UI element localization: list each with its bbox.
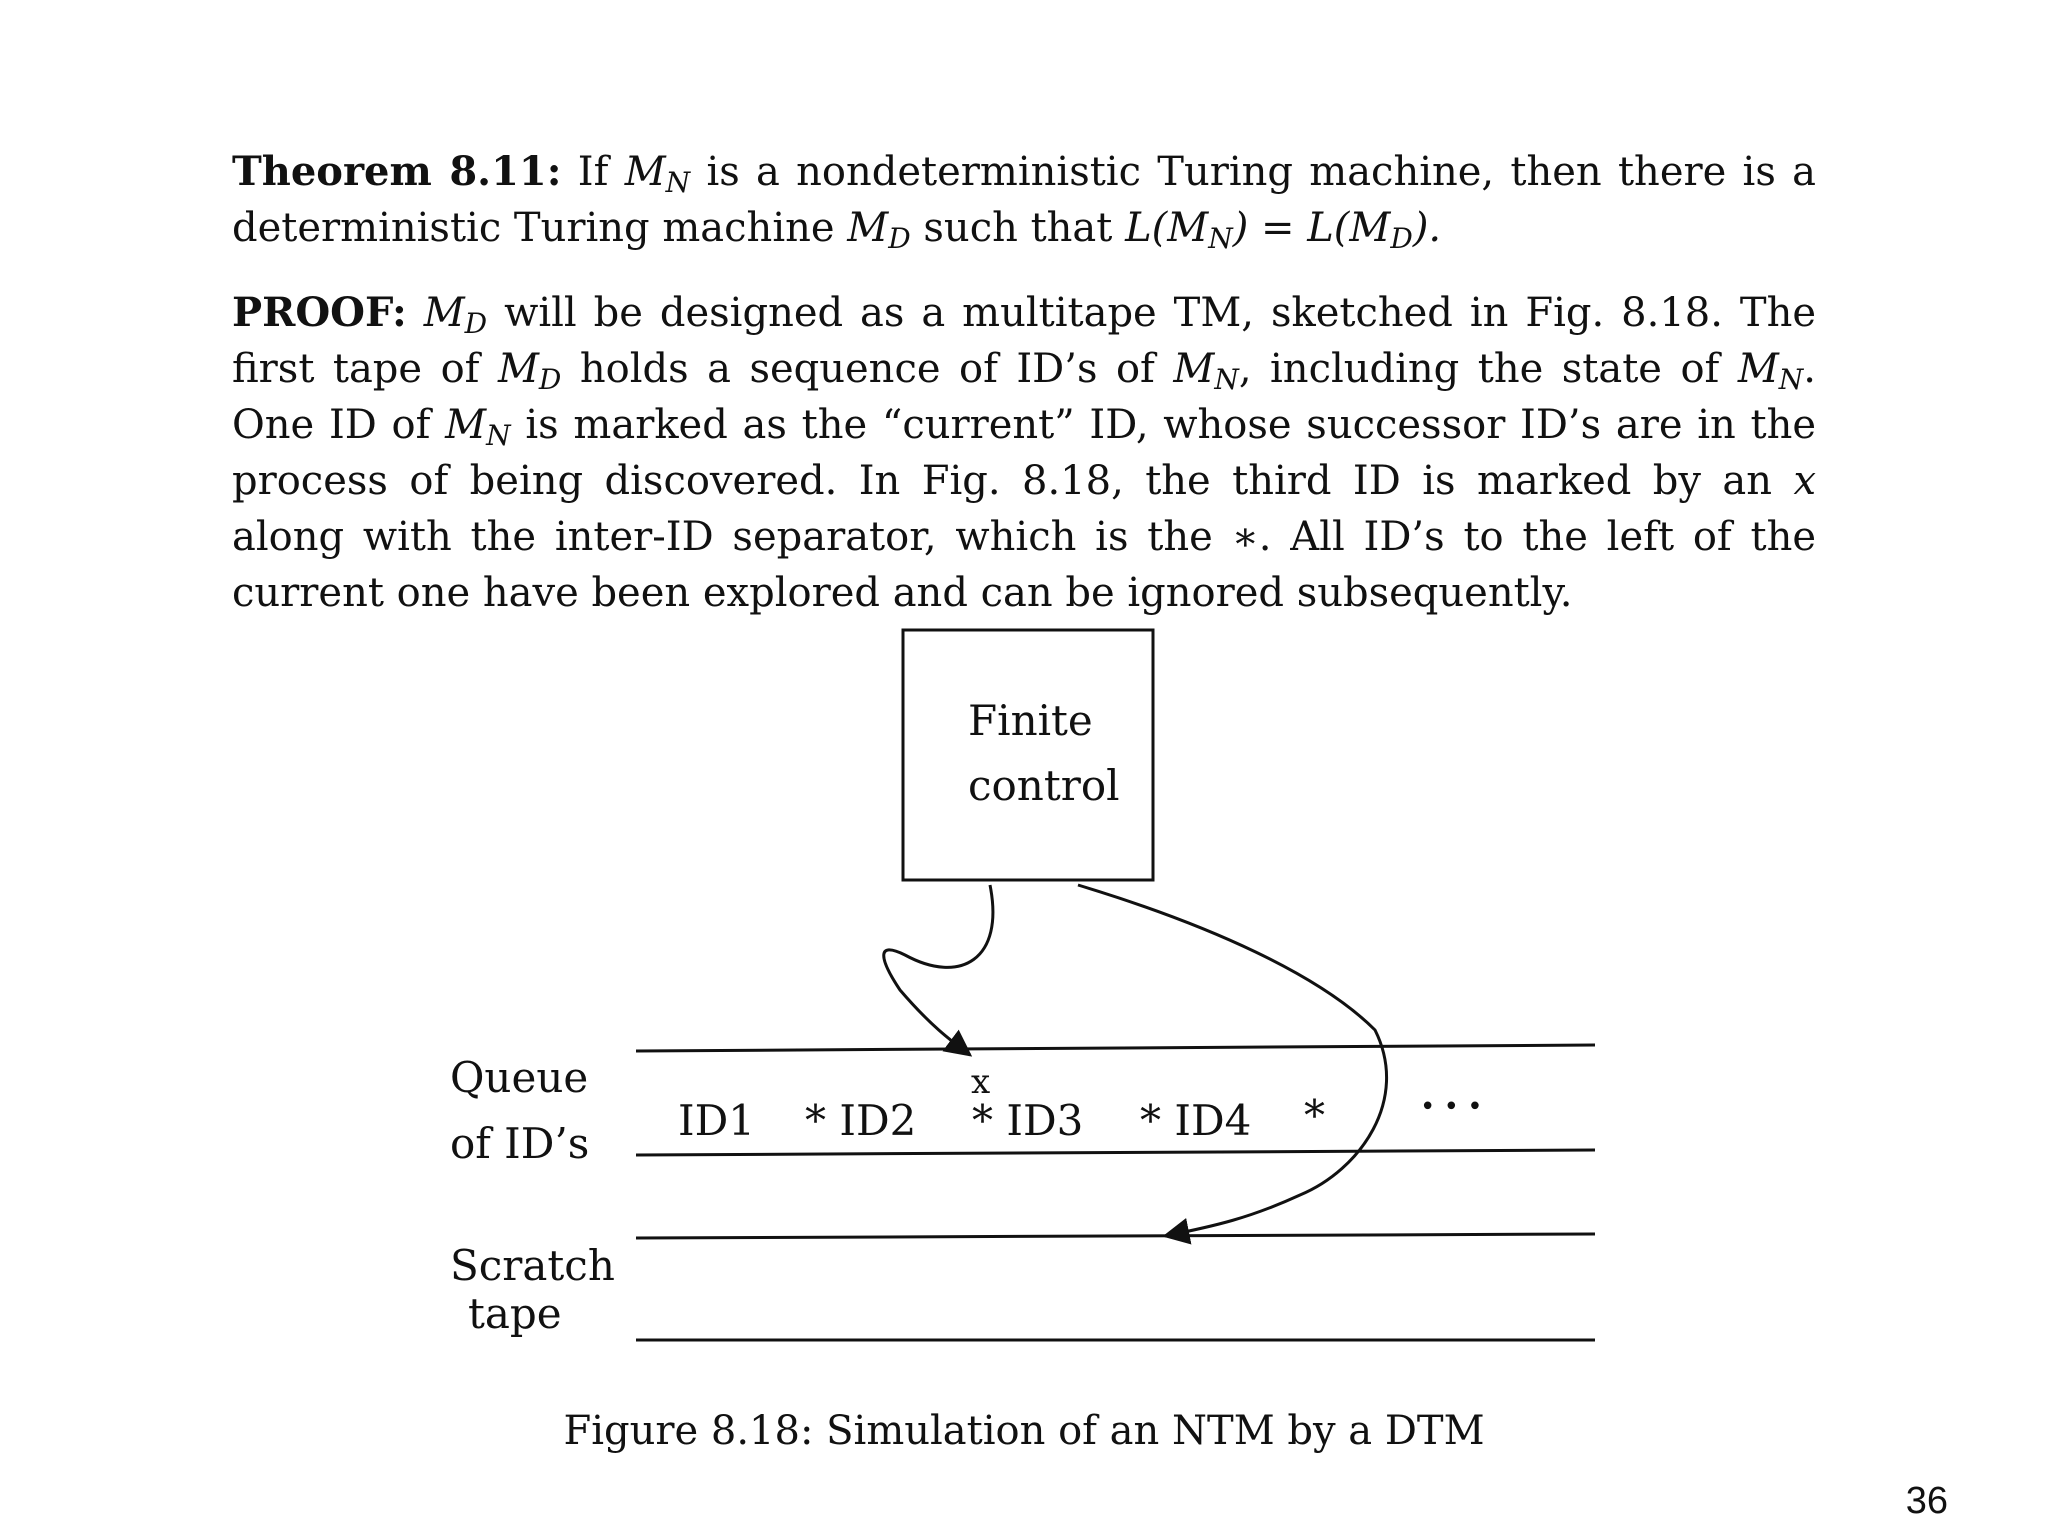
tape-cell-id2: * ID2 (805, 1096, 917, 1145)
finite-control-label-line1: Finite (968, 696, 1093, 745)
tape-cell-id3: * ID3 (972, 1096, 1084, 1145)
queue-tape-top-line (636, 1045, 1595, 1051)
scratch-label-line1: Scratch (450, 1241, 615, 1290)
arrow-to-scratch-tape (1078, 885, 1387, 1236)
proof-text: . One ID of (232, 346, 1816, 448)
proof-text: along with the inter-ID separator, which is the ∗. All ID’s to the left of the current one have been explored and can be ignored subsequently. (232, 514, 1816, 616)
math-mn: $M_N$ (624, 149, 691, 199)
finite-control-label-line2: control (968, 761, 1120, 810)
proof-text: holds a sequence of ID’s of (579, 346, 1155, 392)
theorem-text: If (577, 149, 609, 195)
math-md: $M_D$ (497, 346, 562, 396)
math-mn: $M_N$ (1737, 346, 1804, 396)
theorem-label: Theorem 8.11: (232, 148, 562, 195)
math-md: $M_D$ (423, 290, 488, 340)
arrow-to-current-id (884, 885, 993, 1055)
scratch-label-line2: tape (468, 1289, 562, 1338)
proof-text: is marked as the “current” ID, whose successor ID’s are in the process of being discovered. In Fig. 8.18, the third ID is marked by an (232, 402, 1817, 504)
math-equation: $L(M_N) = L(M_D)$. (1125, 205, 1442, 255)
proof-label: PROOF: (232, 289, 407, 336)
proof-text: , including the state of (1238, 346, 1720, 392)
queue-label-line1: Queue (450, 1053, 589, 1102)
page-number: 36 (1905, 1480, 1948, 1522)
current-id-marker: x (971, 1062, 991, 1102)
finite-control-box (903, 630, 1153, 880)
figure-caption: Figure 8.18: Simulation of an NTM by a DTM (563, 1408, 1485, 1454)
math-x: x (1793, 458, 1816, 504)
theorem-text: such that (923, 205, 1113, 251)
proof-text: will be designed as a multitape TM, sketched in Fig. 8.18. The first tape of (232, 290, 1817, 392)
tape-cell-id4: * ID4 (1140, 1096, 1252, 1145)
theorem-text: is a nondeterministic Turing machine, then there is a deterministic Turing machine (232, 149, 1817, 251)
math-md: $M_D$ (847, 205, 911, 255)
math-mn: $M_N$ (445, 402, 511, 452)
queue-tape-bottom-line (636, 1150, 1595, 1155)
tape-cell-id1: ID1 (678, 1096, 755, 1145)
queue-label-line2: of ID’s (450, 1119, 590, 1168)
scratch-tape-top-line (636, 1234, 1595, 1238)
tape-cell-ellipsis: • • • (1420, 1092, 1483, 1122)
tape-cell-separator: * (1304, 1091, 1325, 1140)
math-mn: $M_N$ (1173, 346, 1239, 396)
